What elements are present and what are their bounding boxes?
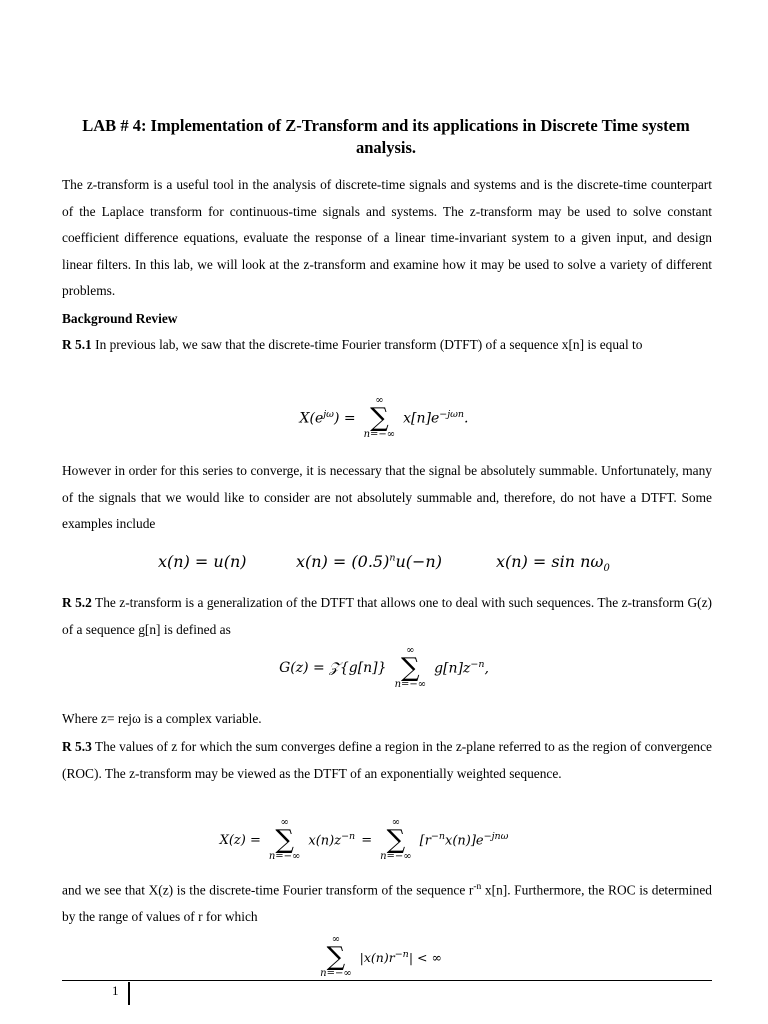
eq1-sum-top: ∞ (375, 395, 384, 406)
eq3-mid: x(n)z (308, 833, 342, 849)
r52-paragraph (62, 590, 712, 643)
z-transform-equation (0, 646, 768, 690)
eq2-rhs-sup: −n (470, 659, 485, 671)
eq2-rhs: g[n]z (434, 660, 471, 677)
where-paragraph: Where z= rejω is a complex variable. (62, 711, 262, 726)
eq2-sum-bottom: n=−∞ (394, 679, 427, 690)
sum-symbol: ∑ (370, 403, 389, 433)
roc-paragraph: and we see that X(z) is the discrete-time Fourier transform of the sequence $r^{-n}$ x[n]. Furthermore, the ROC is determined by the range of values of r for which (62, 882, 712, 925)
convergence-paragraph: However in order for this series to converge, it is necessary that the signal be absolutely summable. Unfortunately, many of the signals that we would like to consider are not absolutely summable and, therefore, do not have a DTFT. Some examples include (62, 463, 712, 532)
eq1-lhs: X(e (299, 410, 324, 427)
example-unit-step: x(n) = u(n) (158, 552, 247, 571)
footer-rule (62, 980, 712, 981)
eq3-equals: = (361, 832, 373, 848)
page-title: LAB # 4: Implementation of Z-Transform and its applications in Discrete Time system analysis. (82, 116, 690, 157)
eq1-lhs-end: ) = (333, 410, 356, 427)
eq2-sum-top: ∞ (406, 645, 415, 656)
example-exponential: $x(n) = (0.5)^nu(-n)$ (296, 552, 442, 571)
eq3-sum-2: ∞ ∑ n=−∞ (380, 817, 412, 862)
r51-label: R 5.1 (62, 337, 92, 352)
eq4-body: |x(n)r (359, 950, 395, 966)
page-number: 1 (112, 983, 119, 998)
eq4-sum: ∞ ∑ n=−∞ (320, 934, 352, 979)
example-sine: $x(n) = \sin n\omega_0$ (496, 552, 610, 575)
r51-paragraph (62, 332, 712, 359)
eq2-rhs-end: , (484, 660, 489, 677)
dtft-equation (0, 396, 768, 440)
background-heading: Background Review (62, 311, 178, 326)
eq1-rhs: x[n]e (403, 410, 440, 427)
r53-paragraph (62, 734, 712, 787)
eq1-sum (364, 396, 396, 440)
eq3-sum-1: ∞ ∑ n=−∞ (268, 817, 301, 862)
roc-sup: -n (473, 882, 482, 892)
page-number-bar (128, 982, 130, 1005)
eq2-lhs: G(z) = 𝒵{g[n]} (279, 660, 387, 676)
r53-text: The values of z for which the sum converges define a region in the z-plane referred to as the region of convergence (ROC). The z-transform may be viewed as the DTFT of an exponentially weighted sequence. (62, 739, 712, 781)
weighted-dtft-equation: X(z) = ∞ ∑ n=−∞ $x(n)z^{-n}$ = ∞ ∑ n=−∞ $[r^{-n}x(n)]e^{-jn\omega}$ (219, 817, 509, 862)
roc-equation: ∞ ∑ n=−∞ $|x(n)r^{-n}|$ < ∞ (320, 934, 442, 979)
eq1-rhs-end: . (464, 410, 469, 427)
sum-symbol: ∑ (401, 653, 420, 683)
r52-text: The z-transform is a generalization of the DTFT that allows one to deal with such sequences. The z-transform G(z) of a sequence g[n] is defined as (62, 595, 713, 637)
eq3-lhs: X(z) = (219, 832, 261, 848)
r51-text: In previous lab, we saw that the discrete-time Fourier transform (DTFT) of a sequence x[n] is equal to (91, 337, 643, 352)
eq1-sum-bottom: n=−∞ (363, 429, 396, 440)
eq1-rhs-sup: −jωn (439, 409, 465, 421)
eq3-rhs: [r (419, 833, 431, 849)
intro-paragraph: The z-transform is a useful tool in the analysis of discrete-time signals and systems and is the discrete-time counterpart of the Laplace transform for continuous-time signals and systems. The z-transform may be used to solve constant coefficient difference equations, evaluate the response of a linear time-invariant system to a given input, and design linear filters. In this lab, we will look at the z-transform and examine how it may be used to solve a variety of different problems. (62, 177, 712, 299)
eq2-sum (395, 646, 427, 690)
eq1-lhs-sup: jω (323, 409, 334, 421)
r53-label: R 5.3 (62, 739, 92, 754)
r52-label: R 5.2 (62, 595, 92, 610)
